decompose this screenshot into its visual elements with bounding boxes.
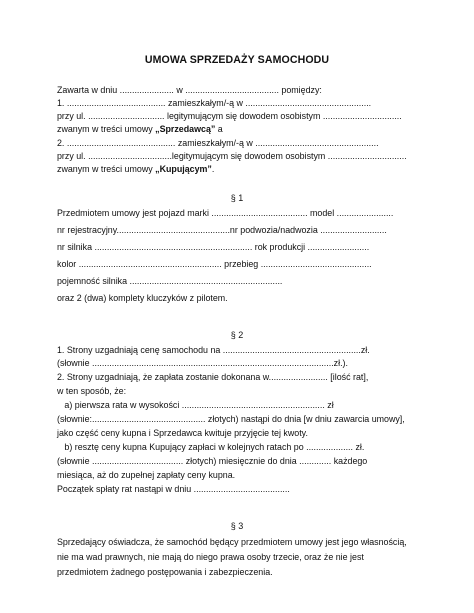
buyer-pre: zwanym w treści umowy [57, 164, 156, 174]
section-2-line: Początek spłaty rat nastąpi w dniu ....................................... [57, 484, 290, 494]
seller-pre: zwanym w treści umowy [57, 124, 156, 134]
section-1-line: nr rejestracyjny..............................................nr podwozia/nadwozia ........................... [57, 225, 387, 235]
section-2-line: (słownie:.............................................. złotych) nastąpi do dnia [w dniu zawarcia umowy], [57, 414, 405, 424]
section-2-line: 1. Strony uzgadniają cenę samochodu na ........................................................zł. [57, 345, 370, 355]
section-1-line: oraz 2 (dwa) komplety kluczyków z pilotem. [57, 293, 228, 303]
seller-designation-line [57, 124, 223, 135]
section-3-heading: § 3 [230, 521, 244, 531]
section-1-line: Przedmiotem umowy jest pojazd marki ....................................... model ....................... [57, 208, 394, 218]
section-2-line: w ten sposób, że: [57, 386, 127, 396]
section-2-line: a) pierwsza rata w wysokości .......................................................... zł [57, 400, 334, 410]
section-3-line: przedmiotem żadnego postępowania i zabezpieczenia. [57, 567, 273, 577]
seller-post: a [215, 124, 223, 134]
section-2-line: b) resztę ceny kupna Kupujący zapłaci w kolejnych ratach po ................... zł. [57, 442, 365, 452]
party-1-address-line: przy ul. ............................... legitymującym się dowodem osobistym ................................ [57, 111, 402, 121]
buyer-designation-line [57, 164, 214, 175]
buyer-post: . [211, 164, 215, 174]
section-3-line: nie ma wad prawnych, nie mają do niego prawa osoby trzecie, oraz że nie jest [57, 552, 364, 562]
section-3-line: Sprzedający oświadcza, że samochód będący przedmiotem umowy jest jego własnością, [57, 537, 407, 547]
buyer-term: „Kupującym” [155, 164, 212, 174]
party-2-line: 2. ............................................ zamieszkałym/-ą w .................................................. [57, 138, 379, 148]
section-2-line: (słownie ..................................... złotych) miesięcznie do dnia ............. każdego [57, 456, 368, 466]
section-1-line: pojemność silnika .............................................................. [57, 276, 283, 286]
section-2-line: jako część ceny kupna i Sprzedawca kwituje przyjęcie tej kwoty. [57, 428, 308, 438]
section-2-line: 2. Strony uzgadniają, że zapłata zostanie dokonana w........................ [ilość rat], [57, 372, 369, 382]
section-1-line: nr silnika ................................................................ rok produkcji ......................... [57, 242, 370, 252]
section-2-heading: § 2 [230, 330, 244, 340]
section-2-line: miesiąca, aż do zupełnej zapłaty ceny kupna. [57, 470, 236, 480]
party-2-address-line: przy ul. ..................................legitymującym się dowodem osobistym ................................ [57, 151, 407, 161]
document-title: UMOWA SPRZEDAŻY SAMOCHODU [144, 54, 330, 66]
section-1-heading: § 1 [230, 193, 244, 203]
party-1-line: 1. ........................................ zamieszkałym/-ą w ................................................... [57, 98, 372, 108]
section-2-line: (słownie ..................................................................................................zł.). [57, 358, 348, 368]
seller-term: „Sprzedawcą” [155, 124, 216, 134]
intro-date-line: Zawarta w dniu ...................... w ...................................... pomiędzy: [57, 85, 322, 95]
section-1-line: kolor .......................................................... przebieg ............................................. [57, 259, 372, 269]
